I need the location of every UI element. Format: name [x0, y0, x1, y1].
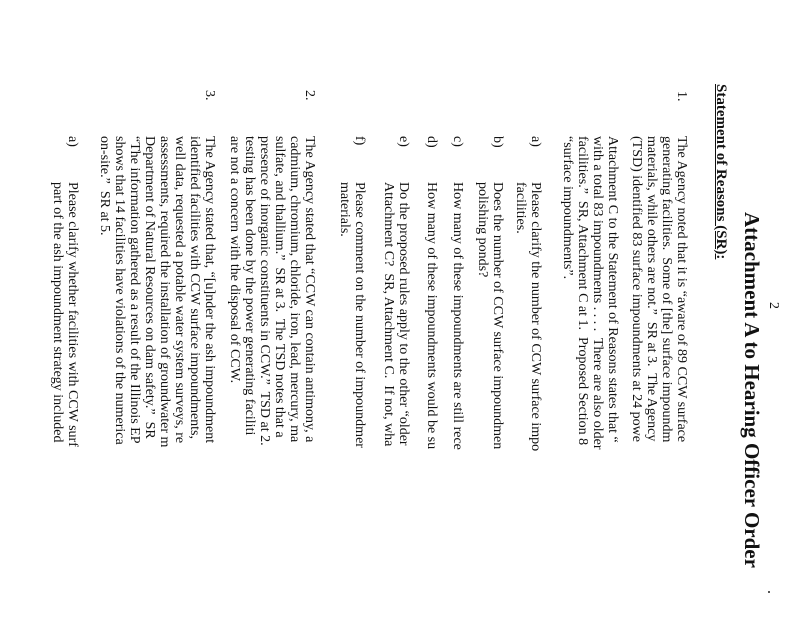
subitem-line: Please clarify the number of CCW surface impo	[528, 182, 543, 452]
subitem-letter: e)	[396, 136, 411, 147]
subitem-line: part of the ash impoundment strategy included	[50, 182, 65, 443]
item-number: 1.	[674, 91, 689, 102]
subitem-line: Do the proposed rules apply to the other “older	[396, 182, 411, 446]
paragraph-line: well data, requested a potable water system surveys, re	[172, 136, 187, 444]
paragraph-line: The Agency stated that, “[u]nder the ash impoundment	[202, 136, 217, 444]
paragraph-line: The Agency stated that “CCW can contain antimony, a	[302, 136, 317, 443]
subitem-line: How many of these impoundments are still rece	[450, 182, 465, 450]
page-number: 2	[766, 302, 781, 309]
subitem-letter: f)	[352, 136, 367, 146]
subitem-line: Please comment on the number of impoundmer	[352, 182, 367, 448]
subitem-letter: b)	[490, 136, 505, 148]
paragraph-line: cadmium, chromium, chloride, iron, lead, mercury, ma	[287, 136, 302, 443]
paragraph-line: facilities.” SR, Attachment C at 1. Proposed Section 8	[575, 136, 590, 446]
item-number: 2.	[302, 90, 317, 101]
paragraph-line: testing has been done by the power generating faciliti	[242, 136, 257, 436]
paragraph-line: are not a concern with the disposal of CCW.	[227, 136, 242, 384]
paragraph-line: (TSD) identified 83 surface impoundments at 24 powe	[629, 136, 644, 442]
subitem-line: Does the number of CCW surface impoundmen	[490, 182, 505, 450]
scan-speck	[768, 591, 770, 593]
paragraph-line: shows that 14 facilities have violations of the numerica	[112, 136, 127, 445]
paragraph-line: identified facilities with CCW surface impoundments,	[187, 136, 202, 440]
subitem-letter: a)	[65, 136, 80, 147]
paragraph-line: “The information gathered as a result of the Illinois EP	[127, 136, 142, 444]
paragraph-line: Attachment C to the Statement of Reasons states that “	[605, 136, 620, 443]
subitem-line: materials.	[337, 182, 352, 237]
paragraph-line: with a total 83 impoundments . . . . There are also older	[590, 136, 605, 450]
subitem-line: Attachment C? SR, Attachment C. If not, wha	[381, 182, 396, 447]
subitem-line: facilities.	[513, 182, 528, 234]
subitem-letter: c)	[450, 136, 465, 147]
paragraph-line: on-site.” SR at 5.	[97, 136, 112, 236]
paragraph-line: The Agency noted that it is “aware of 89 CCW surface	[674, 136, 689, 443]
paragraph-line: generating facilities. Some of [the] surface impoundm	[659, 136, 674, 443]
paragraph-line: sulfate, and thallium.” SR at 3. The TSD notes that a	[272, 136, 287, 438]
paragraph-line: “surface impoundments”.	[560, 136, 575, 280]
subitem-line: polishing ponds?	[475, 182, 490, 278]
paragraph-line: presence of inorganic constituents in CCW.” TSD at 2.	[257, 136, 272, 446]
paragraph-line: materials, while others are not.” SR at 3. The Agency	[644, 136, 659, 442]
subitem-line: Please clarify whether facilities with CCW surf	[65, 182, 80, 447]
paragraph-line: Department of Natural Resources on dam safety.” SR	[142, 136, 157, 439]
section-title: Statement of Reasons (SR):	[713, 84, 729, 260]
subitem-line: How many of these impoundments would be su	[424, 182, 439, 450]
paragraph-line: assessments, required the installation of groundwater m	[157, 136, 172, 448]
document-heading: Attachment A to Hearing Officer Order	[740, 212, 764, 568]
subitem-letter: a)	[528, 136, 543, 147]
subitem-letter: d)	[424, 136, 439, 148]
item-number: 3.	[202, 90, 217, 101]
